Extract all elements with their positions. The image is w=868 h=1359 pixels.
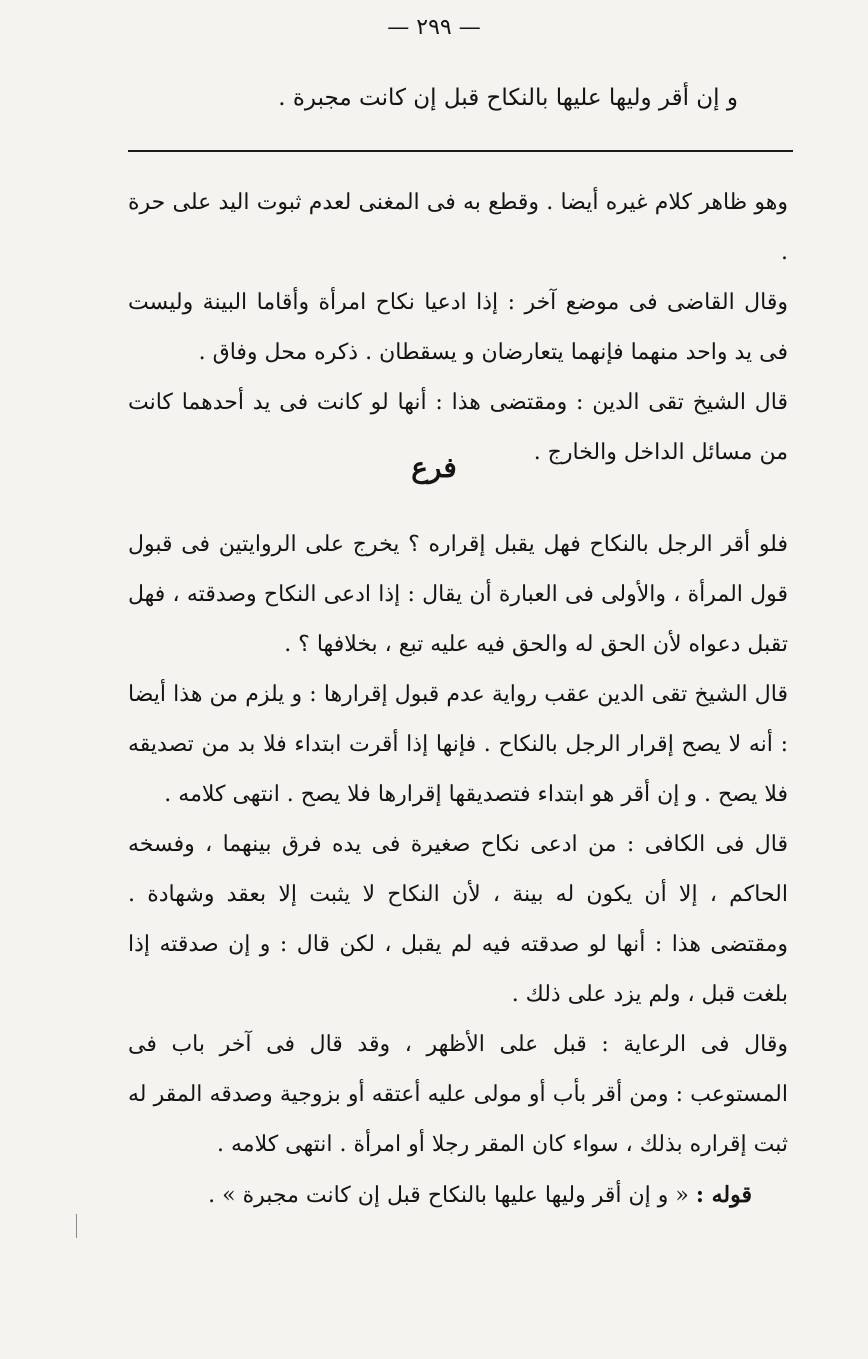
section-heading: فرع xyxy=(411,451,457,484)
matn-line: و إن أقر وليها عليها بالنكاح قبل إن كانت مجبرة . xyxy=(278,85,738,111)
commentary-section-2 xyxy=(128,520,788,1221)
paragraph: قال الشيخ تقى الدين : ومقتضى هذا : أنها لو كانت فى يد أحدهما كانت من مسائل الداخل والخارج . xyxy=(128,390,788,465)
final-quote-text: « و إن أقر وليها عليها بالنكاح قبل إن كانت مجبرة » . xyxy=(208,1183,689,1208)
margin-mark xyxy=(76,1214,77,1238)
final-quote-label: قوله : xyxy=(695,1182,752,1208)
paragraph: قال الشيخ تقى الدين عقب رواية عدم قبول إقرارها : و يلزم من هذا أيضا : أنه لا يصح إقرار الرجل بالنكاح . فإنها إذا أقرت ابتداء فلا بد من تصديقه فلا يصح . و إن أقر هو ابتداء فتصديقها إقرارها فلا يصح . انتهى كلامه . xyxy=(128,682,788,807)
paragraph: وهو ظاهر كلام غيره أيضا . وقطع به فى المغنى لعدم ثبوت اليد على حرة . xyxy=(128,190,788,265)
paragraph: وقال فى الرعاية : قبل على الأظهر ، وقد قال فى آخر باب فى المستوعب : ومن أقر بأب أو مولى عليه أعتقه أو بزوجية وصدقه المقر له ثبت إقراره بذلك ، سواء كان المقر رجلا أو امرأة . انتهى كلامه . xyxy=(128,1032,788,1157)
paragraph: فلو أقر الرجل بالنكاح فهل يقبل إقراره ؟ يخرج على الروايتين فى قبول قول المرأة ، والأولى فى العبارة أن يقال : إذا ادعى النكاح وصدقته ، فهل تقبل دعواه لأن الحق له والحق فيه عليه تبع ، بخلافها ؟ . xyxy=(128,532,788,657)
commentary-section-1 xyxy=(128,178,788,478)
paragraph: قال فى الكافى : من ادعى نكاح صغيرة فى يده فرق بينهما ، وفسخه الحاكم ، إلا أن يكون له بينة ، لأن النكاح لا يثبت إلا بعقد وشهادة . ومقتضى هذا : أنها لو صدقته فيه لم يقبل ، لكن قال : و إن صدقته إذا بلغت قبل ، ولم يزد على ذلك . xyxy=(128,832,788,1007)
final-quote-line xyxy=(128,1170,788,1221)
page-number: — ٢٩٩ — xyxy=(387,15,481,40)
paragraph: وقال القاضى فى موضع آخر : إذا ادعيا نكاح امرأة وأقاما البينة وليست فى يد واحد منهما فإنهما يتعارضان و يسقطان . ذكره محل وفاق . xyxy=(128,290,788,365)
separator-rule xyxy=(128,150,793,152)
